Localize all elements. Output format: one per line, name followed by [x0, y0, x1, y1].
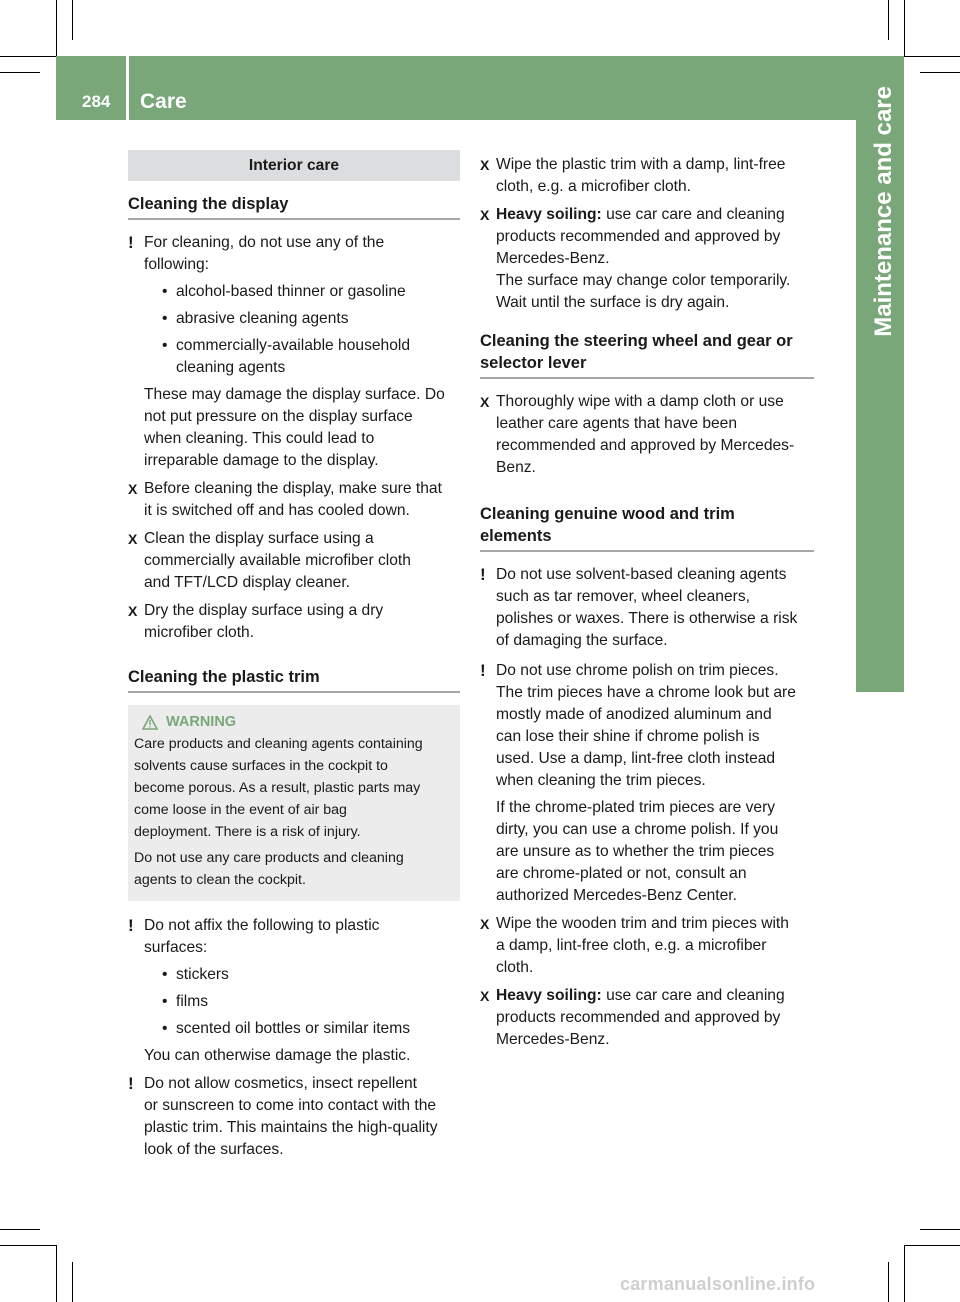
list-item: • commercially-available household cleaning agents — [162, 337, 411, 376]
bullet-icon: • — [162, 1020, 168, 1037]
warning-box — [128, 705, 460, 901]
note-icon: ! — [128, 233, 134, 252]
crop-mark — [920, 1229, 960, 1230]
note-icon: ! — [480, 661, 486, 680]
crop-mark — [0, 56, 56, 57]
left-column — [128, 150, 460, 1167]
note-line: For cleaning, do not use any of the — [144, 234, 385, 251]
heading-cleaning-steering-wheel: Cleaning the steering wheel and gear or selector lever — [480, 330, 814, 379]
crop-mark — [72, 1262, 73, 1302]
bullet-icon: • — [162, 966, 168, 983]
instruction-step: X Thoroughly wipe with a damp cloth or use leather care agents that have been recommended and approved by Mercedes- Benz. — [480, 393, 795, 476]
instruction-step: X Wipe the plastic trim with a damp, lint-free cloth, e.g. a microfiber cloth. — [480, 156, 786, 195]
instruction-step: X Before cleaning the display, make sure that it is switched off and has cooled down. — [128, 480, 442, 519]
side-tab-label: Maintenance and care — [870, 86, 897, 337]
heading-cleaning-display: Cleaning the display — [128, 193, 460, 220]
display-note — [128, 232, 460, 472]
plastic-note: ! Do not affix the following to plastic surfaces: • stickers • films • scented oil bottles or similar items You can otherwise damage the plastic. — [128, 915, 460, 1067]
heading-cleaning-plastic-trim: Cleaning the plastic trim — [128, 666, 460, 693]
list-item: • films — [144, 991, 460, 1013]
warning-title: WARNING — [166, 714, 237, 730]
bullet-icon: • — [162, 310, 168, 327]
instruction-step: X Dry the display surface using a dry microfiber cloth. — [128, 602, 384, 641]
note-tail: These may damage the display surface. Do not put pressure on the display surface when cleaning. This could lead to irreparable damage to the display. — [144, 386, 445, 469]
instruction-step: X Heavy soiling: use car care and cleaning products recommended and approved by Mercedes-Benz. — [480, 987, 785, 1048]
crop-mark — [920, 72, 960, 73]
note-icon: ! — [480, 565, 486, 584]
note-icon: ! — [128, 916, 134, 935]
crop-mark — [904, 1245, 905, 1302]
crop-mark — [888, 1262, 889, 1302]
instruction-step: X Wipe the wooden trim and trim pieces with a damp, lint-free cloth, e.g. a microfiber cloth. — [480, 915, 789, 976]
crop-mark — [0, 1245, 56, 1246]
crop-mark — [904, 56, 960, 57]
list-item: • alcohol-based thinner or gasoline — [144, 281, 460, 303]
header-divider — [126, 56, 129, 120]
step-arrow-icon: X — [128, 603, 138, 619]
bullet-icon: • — [162, 337, 168, 354]
step-arrow-icon: X — [480, 916, 490, 932]
solvent-note: ! Do not use solvent-based cleaning agents such as tar remover, wheel cleaners, polishes or waxes. There is otherwise a risk of damaging the surface. — [480, 565, 798, 649]
bullet-icon: • — [162, 283, 168, 300]
crop-mark — [56, 1245, 57, 1302]
page-title: Care — [140, 90, 187, 113]
instruction-step: X Heavy soiling: use car care and cleaning products recommended and approved by Mercedes-Benz. The surface may change color temporarily. Wait until the surface is dry again. — [480, 206, 791, 311]
note-line: following: — [144, 256, 210, 273]
crop-mark — [904, 1245, 960, 1246]
step-arrow-icon: X — [128, 531, 138, 547]
bullet-icon: • — [162, 993, 168, 1010]
step-arrow-icon: X — [480, 988, 490, 1004]
step-arrow-icon: X — [128, 481, 138, 497]
page-number: 284 — [82, 92, 111, 111]
note-tail: If the chrome-plated trim pieces are very dirty, you can use a chrome polish. If you are unsure as to whether the trim pieces are chrome-plated or not, consult an authorized Mercedes-Benz Center. — [496, 799, 779, 904]
warning-triangle-icon — [142, 715, 158, 730]
crop-mark — [56, 0, 57, 56]
heading-cleaning-wood-trim: Cleaning genuine wood and trim elements — [480, 503, 814, 552]
list-item: • scented oil bottles or similar items — [144, 1018, 460, 1040]
warning-header — [134, 711, 452, 733]
step-arrow-icon: X — [480, 207, 490, 223]
warning-paragraph: Care products and cleaning agents containing solvents cause surfaces in the cockpit to become porous. As a result, plastic parts may come loose in the event of air bag deployment. There is a risk of injury. — [134, 736, 423, 840]
chrome-note: ! Do not use chrome polish on trim pieces. The trim pieces have a chrome look but are mostly made of anodized aluminum and can lose their shine if chrome polish is used. Use a damp, lint-free cloth instead when cleaning the trim pieces. If the chrome-plated trim pieces are very dirty, you can use a chrome polish. If you are unsure as to whether the trim pieces are chrome-plated or not, consult an authorized Mercedes-Benz Center. — [480, 660, 814, 907]
list-item: • stickers — [144, 964, 460, 986]
crop-mark — [72, 0, 73, 40]
note-tail: You can otherwise damage the plastic. — [144, 1047, 411, 1064]
note-icon: ! — [128, 1074, 134, 1093]
instruction-step: X Clean the display surface using a commercially available microfiber cloth and TFT/LCD display cleaner. — [128, 530, 411, 591]
warning-paragraph: Do not use any care products and cleaning agents to clean the cockpit. — [134, 850, 404, 888]
crop-mark — [904, 0, 905, 56]
list-item: • abrasive cleaning agents — [144, 308, 460, 330]
crop-mark — [0, 1229, 40, 1230]
step-arrow-icon: X — [480, 394, 490, 410]
crop-mark — [888, 0, 889, 40]
cosmetics-note: ! Do not allow cosmetics, insect repellent or sunscreen to come into contact with the plastic trim. This maintains the high-quality look of the surfaces. — [128, 1074, 438, 1158]
right-column — [480, 154, 814, 1057]
crop-mark — [0, 72, 40, 73]
step-arrow-icon: X — [480, 157, 490, 173]
section-heading: Interior care — [128, 150, 460, 181]
watermark: carmanualsonline.info — [620, 1274, 816, 1294]
